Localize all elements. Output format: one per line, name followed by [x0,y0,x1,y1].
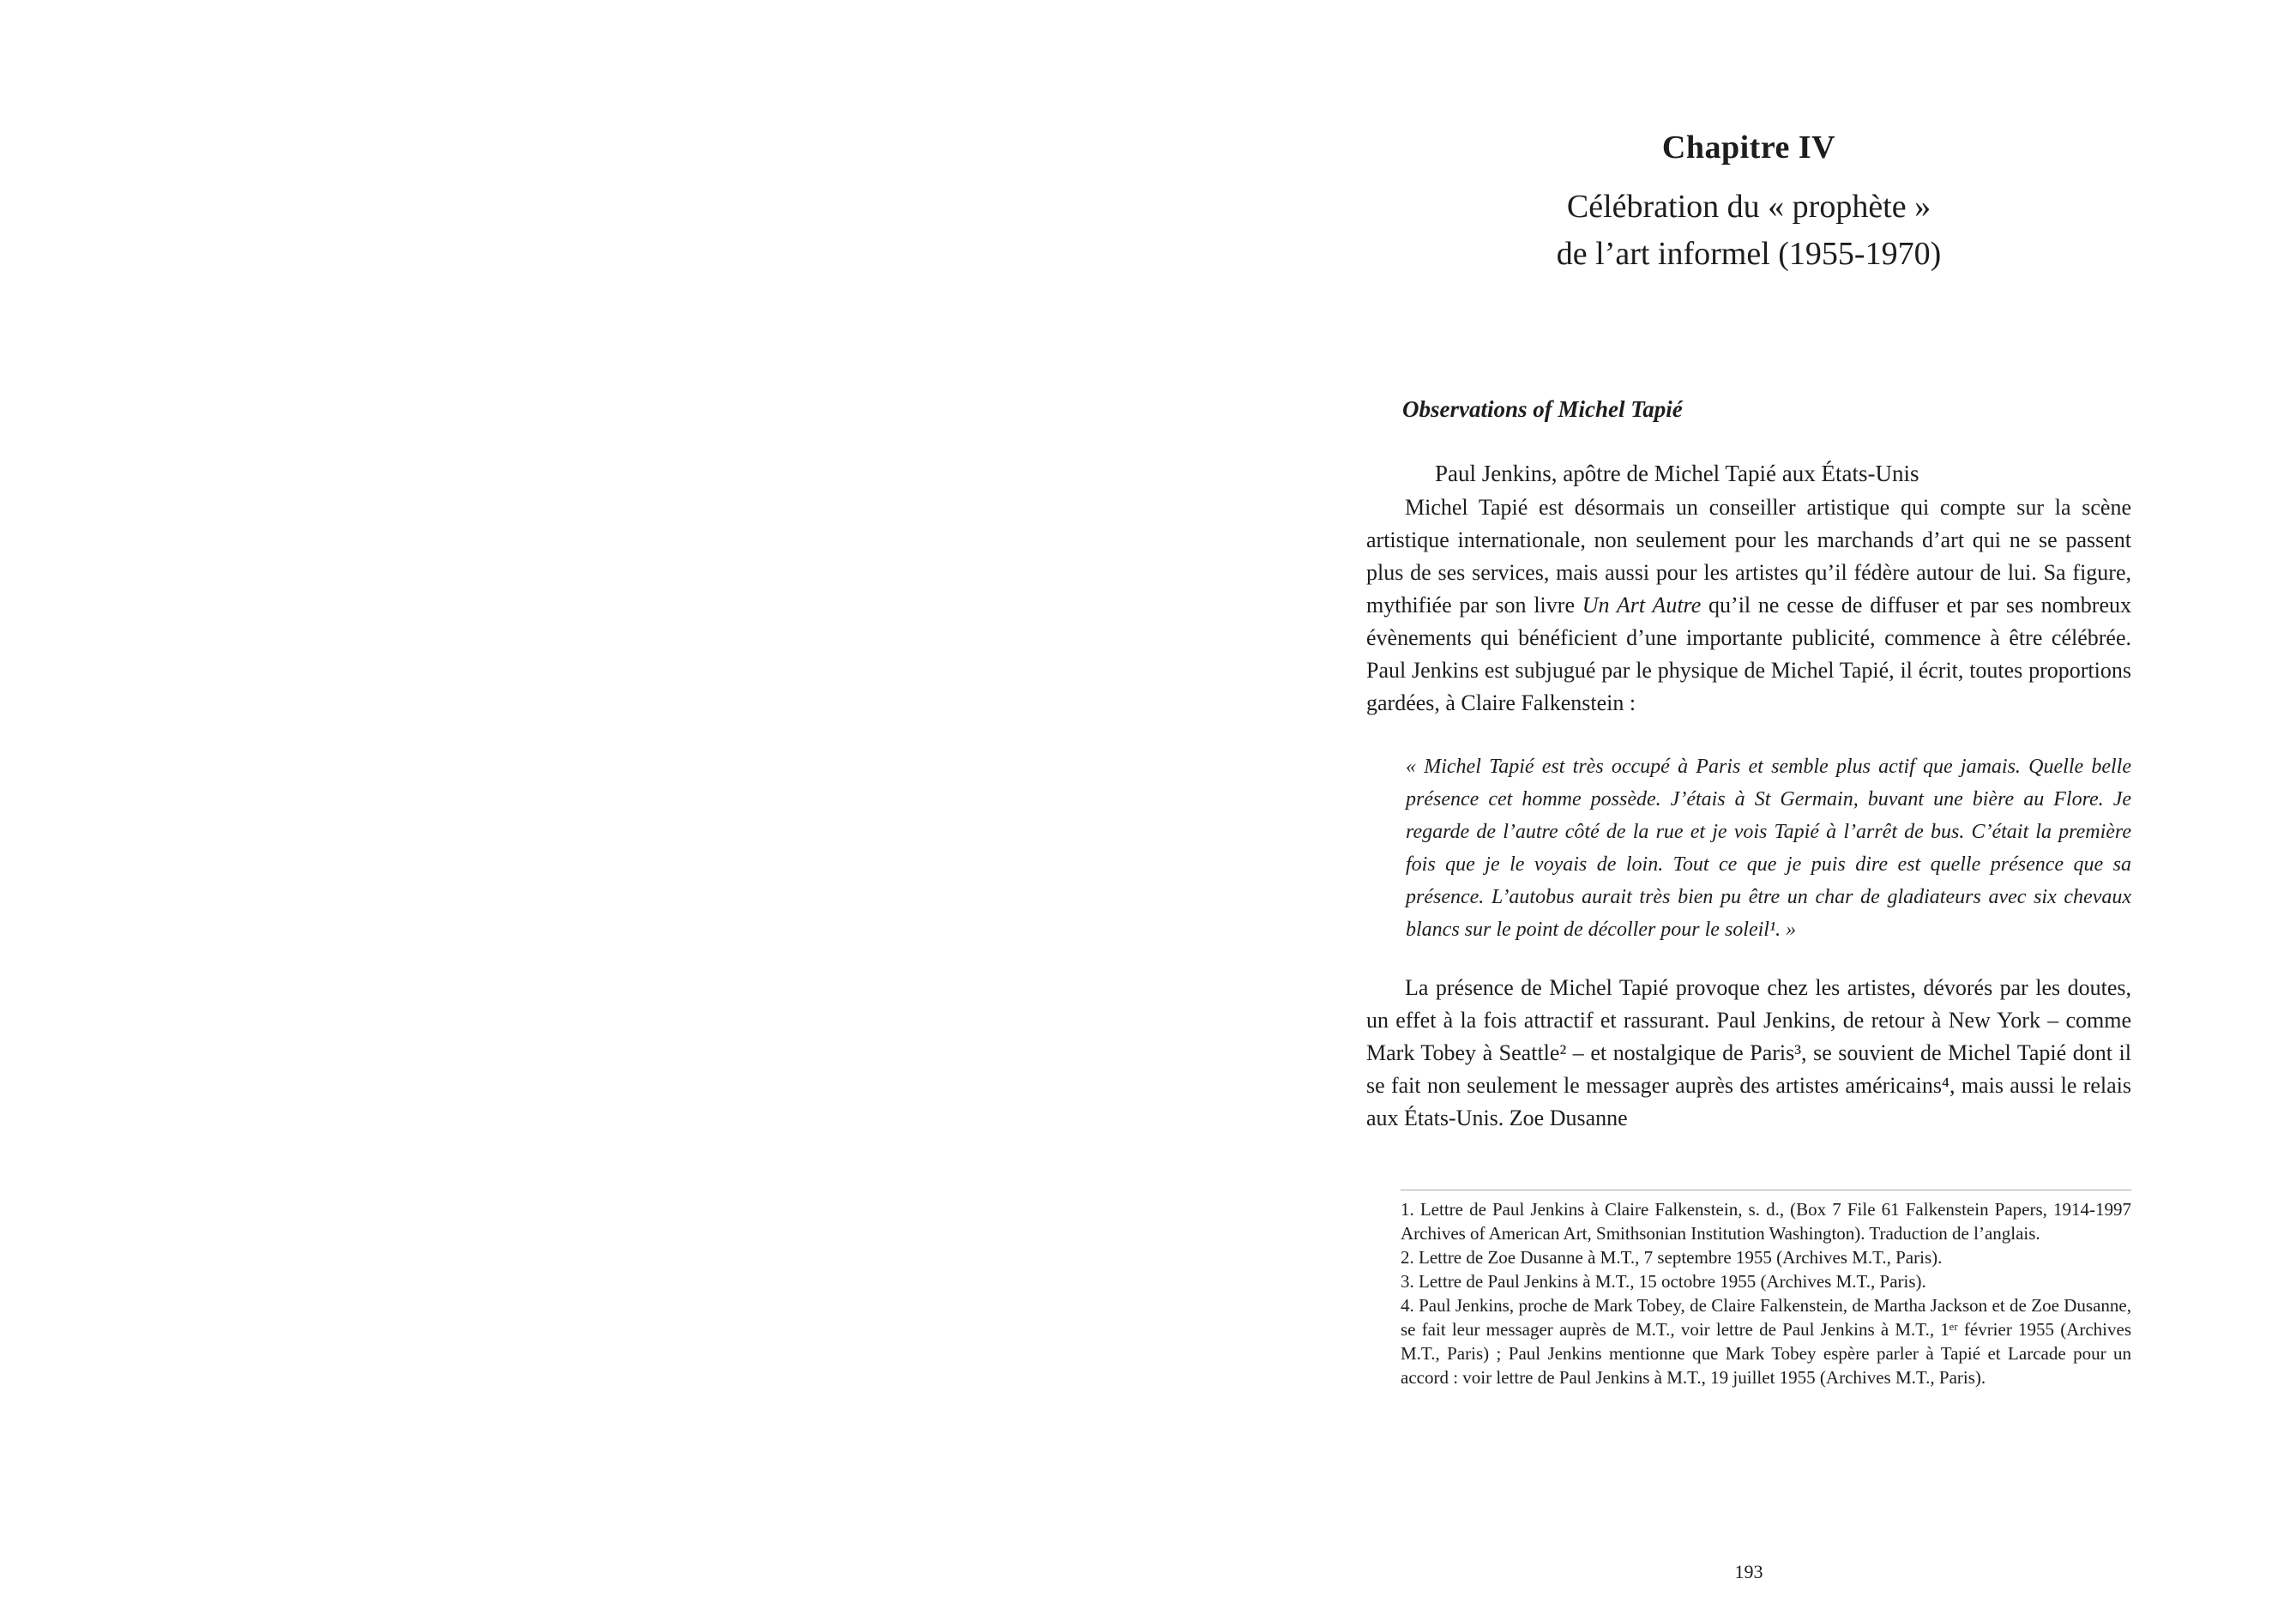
chapter-subtitle [1366,184,2131,278]
paragraph-1-text-post: qu’il ne cesse de diffuser et par ses nombreux évènements qui bénéficient d’une importante publicité, commence à être célébrée. Paul Jenkins est subjugué par le physique de Michel Tapié, il écrit, toutes proportions gardées, à Claire Falkenstein : [1366,593,2131,715]
page-number: 193 [1734,1561,1763,1582]
footnote-2: 2. Lettre de Zoe Dusanne à M.T., 7 septembre 1955 (Archives M.T., Paris). [1401,1247,1943,1268]
text-block [1366,0,2131,1621]
footnote-3: 3. Lettre de Paul Jenkins à M.T., 15 octobre 1955 (Archives M.T., Paris). [1401,1271,1926,1292]
section-heading: Observations of Michel Tapié [1402,396,1683,422]
paragraph-1 [1366,491,2131,720]
book-title-italic: Un Art Autre [1582,593,1702,618]
block-quote: « Michel Tapié est très occupé à Paris et semble plus actif que jamais. Quelle belle présence cet homme possède. J’étais à St Germain, buvant une bière au Flore. Je regarde de l’autre côté de la rue et je vois Tapié à l’arrêt de bus. C’était la première fois que je le voyais de loin. Tout ce que je puis dire est quelle présence que sa présence. L’autobus aurait très bien pu être un char de gladiateurs avec six chevaux blancs sur le point de décoller pour le soleil¹. » [1406,756,2131,941]
paragraph-1-text-pre: Michel Tapié est désormais un conseiller artistique qui compte sur la scène artistique internationale, non seulement pour les marchands d’art qui ne se passent plus de ses services, mais aussi pour les artistes qu’il fédère autour de lui. Sa figure, mythifiée par son livre [1366,495,2131,618]
chapter-subtitle-line1: Célébration du « prophète » [1566,189,1931,225]
footnote-1: 1. Lettre de Paul Jenkins à Claire Falkenstein, s. d., (Box 7 File 61 Falkenstein Papers, 1914-1997 Archives of American Art, Smithsonian Institution Washington). Traduction de l’anglais. [1401,1199,2131,1244]
footnote-4: 4. Paul Jenkins, proche de Mark Tobey, de Claire Falkenstein, de Martha Jackson et de Zoe Dusanne, se fait leur messager auprès de M.T., voir lettre de Paul Jenkins à M.T., 1ᵉʳ février 1955 (Archives M.T., Paris) ; Paul Jenkins mentionne que Mark Tobey espère parler à Tapié et Larcade pour un accord : voir lettre de Paul Jenkins à M.T., 19 juillet 1955 (Archives M.T., Paris). [1401,1295,2131,1388]
chapter-title: Chapitre IV [1661,130,1836,166]
paragraph-2: La présence de Michel Tapié provoque chez les artistes, dévorés par les doutes, un effet à la fois attractif et rassurant. Paul Jenkins, de retour à New York – comme Mark Tobey à Seattle² – et nostalgique de Paris³, se souvient de Michel Tapié dont il se fait non seulement le messager auprès des artistes américains⁴, mais aussi le relais aux États-Unis. Zoe Dusanne [1366,975,2131,1130]
subsection-heading: Paul Jenkins, apôtre de Michel Tapié aux États-Unis [1435,461,1919,486]
footnotes [1401,1197,2131,1389]
chapter-subtitle-line2: de l’art informel (1955-1970) [1556,236,1942,272]
